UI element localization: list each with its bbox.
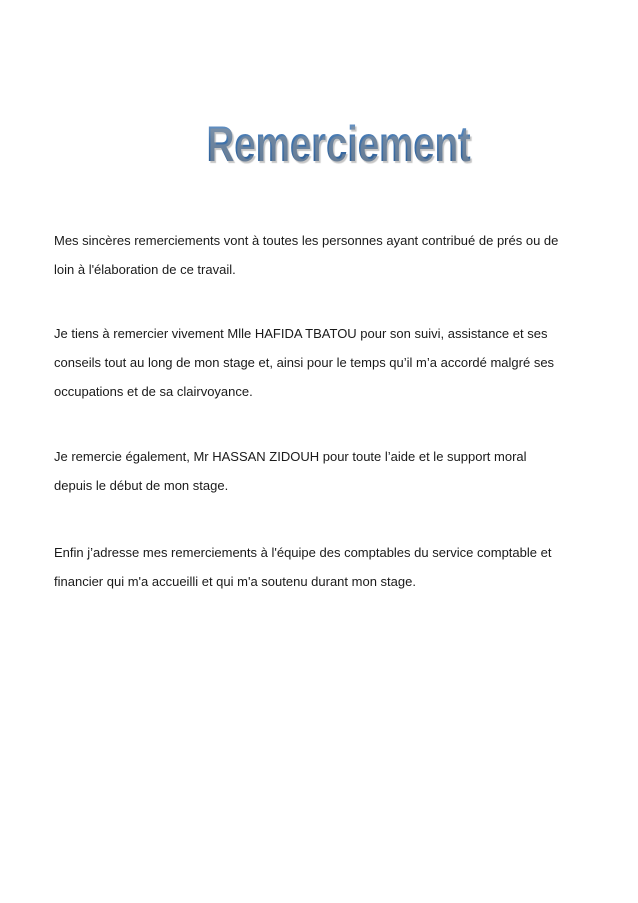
paragraph-line: loin à l'élaboration de ce travail. — [54, 262, 236, 277]
paragraph-line: Je remercie également, Mr HASSAN ZIDOUH pour toute l’aide et le support moral — [54, 449, 527, 464]
page-title: Remerciement — [206, 108, 470, 180]
paragraph-line: depuis le début de mon stage. — [54, 478, 229, 493]
paragraph-thanks-mentor — [54, 442, 594, 500]
title-container — [0, 108, 638, 180]
paragraph-line: Mes sincères remerciements vont à toutes les personnes ayant contribué de prés ou de — [54, 233, 559, 248]
paragraph-thanks-all — [54, 226, 594, 284]
paragraph-line: financier qui m'a accueilli et qui m'a soutenu durant mon stage. — [54, 574, 416, 589]
paragraph-line: Je tiens à remercier vivement Mlle HAFIDA TBATOU pour son suivi, assistance et ses — [54, 326, 548, 341]
paragraph-line: occupations et de sa clairvoyance. — [54, 384, 253, 399]
paragraph-line: conseils tout au long de mon stage et, ainsi pour le temps qu’il m’a accordé malgré ses — [54, 355, 555, 370]
paragraph-thanks-supervisor — [54, 319, 594, 406]
paragraph-line: Enfin j’adresse mes remerciements à l'équipe des comptables du service comptable et — [54, 545, 552, 560]
paragraph-thanks-team — [54, 538, 594, 596]
